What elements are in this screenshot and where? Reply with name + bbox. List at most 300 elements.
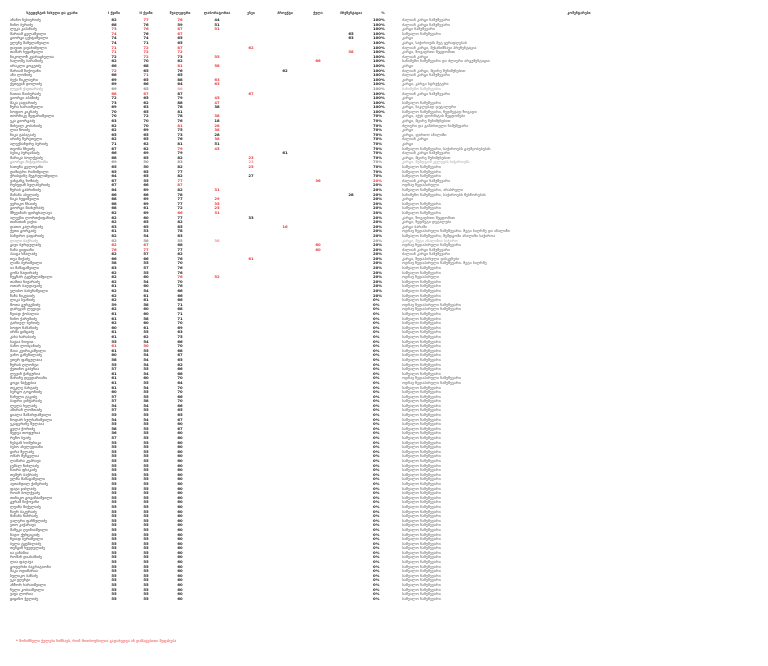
percent-cell[interactable]: 0%: [373, 555, 380, 560]
comment-cell[interactable]: კარგი ბარამი: [402, 224, 428, 229]
percent-cell[interactable]: 20%: [373, 178, 383, 183]
comment-cell[interactable]: საშუალო ნამუშევარი: [402, 440, 441, 445]
comment-cell[interactable]: ძალიან კარგი ნამუშევარი: [402, 178, 450, 183]
essay-score[interactable]: 23: [248, 160, 254, 165]
comment-cell[interactable]: საშუალო ნამუშევარი: [402, 486, 441, 491]
midterm-score[interactable]: 60: [177, 454, 183, 459]
quiz1-score[interactable]: 70: [111, 114, 117, 119]
quiz1-score[interactable]: 71: [111, 142, 117, 147]
midterm-score[interactable]: 81: [177, 123, 183, 128]
comment-cell[interactable]: საშუალო ნამუშევარი: [402, 298, 441, 303]
comment-cell[interactable]: საშუალო ნამუშევარი: [402, 316, 441, 321]
student-name[interactable]: ბესო ახვლედიანი: [10, 445, 43, 450]
midterm-score[interactable]: 76: [177, 275, 183, 280]
percent-cell[interactable]: 0%: [373, 569, 380, 574]
comment-cell[interactable]: საშუალო ნამუშევარი: [402, 206, 441, 211]
midterm-score[interactable]: 60: [177, 523, 183, 528]
student-name[interactable]: ბელა ტყემალაძე: [10, 541, 42, 546]
quiz2-score[interactable]: 54: [143, 279, 149, 284]
student-name[interactable]: რომან დიასამიძე: [10, 555, 42, 560]
midterm-score[interactable]: 82: [177, 155, 183, 160]
student-name[interactable]: ლევან ქავთარაძე: [10, 86, 43, 91]
quiz1-score[interactable]: 55: [111, 440, 117, 445]
student-name[interactable]: ტარიელ ბერიძე: [10, 321, 40, 326]
percent-cell[interactable]: 0%: [373, 592, 380, 597]
project-score[interactable]: 16: [282, 224, 288, 229]
quiz1-score[interactable]: 62: [111, 59, 117, 64]
quiz2-score[interactable]: 55: [143, 367, 149, 372]
quiz1-score[interactable]: 61: [111, 229, 117, 234]
student-name[interactable]: ეთერ ფანცულაია: [10, 357, 43, 362]
comment-cell[interactable]: საშუალო ნამუშევარი: [402, 459, 441, 463]
comment-cell[interactable]: საშუალო ნამუშევარი: [402, 312, 441, 316]
quiz1-score[interactable]: 55: [111, 569, 117, 574]
quiz1-score[interactable]: 62: [111, 307, 117, 312]
midterm-score[interactable]: 67: [177, 353, 183, 358]
quiz2-score[interactable]: 69: [143, 197, 149, 202]
student-name[interactable]: დავით ჯავახიშვილი: [10, 45, 47, 50]
lab-score[interactable]: 28: [214, 123, 220, 128]
percent-cell[interactable]: 70%: [373, 132, 383, 137]
comment-cell[interactable]: საშუალო ნამუშევარი: [402, 403, 441, 408]
essay-score[interactable]: 61: [248, 256, 254, 261]
comment-cell[interactable]: საშუალო ნამუშევარი: [402, 353, 441, 358]
quiz1-score[interactable]: 68: [111, 91, 117, 96]
quiz2-score[interactable]: 55: [143, 436, 149, 441]
quiz2-score[interactable]: 55: [143, 348, 149, 353]
quiz1-score[interactable]: 65: [111, 132, 117, 137]
midterm-score[interactable]: 60: [177, 532, 183, 537]
comment-cell[interactable]: საშუალო ნამუშევარი: [402, 344, 441, 349]
comment-cell[interactable]: საშუალო ნამუშევარი: [402, 289, 441, 294]
comment-cell[interactable]: საშუალო ნამუშევარი: [402, 523, 441, 528]
percent-cell[interactable]: 100%: [373, 100, 385, 105]
quiz2-score[interactable]: 62: [143, 146, 149, 151]
midterm-score[interactable]: 60: [177, 495, 183, 500]
midterm-score[interactable]: 62: [177, 252, 183, 257]
quiz2-score[interactable]: 72: [143, 45, 149, 50]
header-percent[interactable]: %: [381, 11, 385, 15]
comment-cell[interactable]: საშუალო ნამუშევარი: [402, 284, 441, 289]
quiz1-score[interactable]: 62: [111, 298, 117, 303]
percent-cell[interactable]: 20%: [373, 279, 383, 284]
percent-cell[interactable]: 0%: [373, 344, 380, 349]
points-cell[interactable]: 60: [315, 243, 321, 248]
quiz1-score[interactable]: 71: [111, 45, 117, 50]
percent-cell[interactable]: 0%: [373, 316, 380, 321]
comment-cell[interactable]: კარგი ნამუშევარი: [402, 27, 435, 32]
student-name[interactable]: ლევან ჭანტურია: [10, 371, 41, 376]
comment-cell[interactable]: საშუალო ნამუშევარი: [402, 514, 441, 519]
midterm-score[interactable]: 70: [177, 261, 183, 266]
student-name[interactable]: ზურაბ ღლონტი: [10, 362, 39, 367]
header-project[interactable]: პროექტი: [277, 11, 293, 15]
student-name[interactable]: თინათინ ჯიქია: [10, 220, 37, 225]
student-name[interactable]: ანანო ნებიერიძე: [10, 18, 41, 22]
student-name[interactable]: ლამარა კუპრავა: [10, 459, 41, 463]
comment-cell[interactable]: საშუალო ნამუშევარი: [402, 293, 441, 298]
comment-cell[interactable]: საშუალო ნამუშევარი: [402, 362, 441, 367]
comment-cell[interactable]: საშუალო ნამუშევარი: [402, 449, 441, 454]
quiz2-score[interactable]: 76: [143, 27, 149, 32]
quiz2-score[interactable]: 55: [143, 537, 149, 542]
quiz1-score[interactable]: 60: [111, 325, 117, 330]
quiz1-score[interactable]: 55: [111, 573, 117, 578]
midterm-score[interactable]: 78: [177, 192, 183, 197]
quiz1-score[interactable]: 61: [111, 371, 117, 376]
quiz1-score[interactable]: 76: [111, 247, 117, 252]
comment-cell[interactable]: ძალიან კარგი, მცირე შენიშვნებით: [402, 68, 466, 73]
percent-cell[interactable]: 0%: [373, 587, 380, 592]
student-name[interactable]: თორნიკე მეფარიშვილი: [10, 114, 54, 119]
comment-cell[interactable]: საშუალო ნამუშევარი: [402, 527, 441, 532]
student-name[interactable]: ზვიად ქობალია: [10, 312, 39, 316]
midterm-score[interactable]: 70: [177, 385, 183, 390]
comment-cell[interactable]: კარგი, შემდგომ კვლევას საჭიროებს: [402, 160, 470, 165]
student-name[interactable]: ლუიზა მიქელაძე: [10, 504, 41, 509]
percent-cell[interactable]: 100%: [373, 68, 385, 73]
quiz1-score[interactable]: 55: [111, 422, 117, 427]
comment-cell[interactable]: ძალიან კარგი ნამუშევარი: [402, 91, 450, 96]
comment-cell[interactable]: კარგი, ზოგიერთი შეცდომით: [402, 50, 455, 55]
percent-cell[interactable]: 70%: [373, 142, 383, 147]
table-row[interactable]: [6, 597, 762, 602]
quiz1-score[interactable]: 55: [111, 578, 117, 583]
percent-cell[interactable]: 100%: [373, 18, 385, 22]
student-name[interactable]: ნანა ყიფიანი: [10, 247, 34, 252]
comment-cell[interactable]: საშუალო ნამუშევარი: [402, 463, 441, 468]
comment-cell[interactable]: კარგი, ზედაპირული დასკვნები: [402, 256, 460, 261]
student-name[interactable]: ჯემალ ჩიხლაძე: [10, 463, 39, 468]
quiz2-score[interactable]: 55: [143, 532, 149, 537]
essay-score[interactable]: [236, 87, 266, 92]
midterm-score[interactable]: 71: [177, 316, 183, 321]
midterm-score[interactable]: 60: [177, 587, 183, 592]
lab-score[interactable]: 38: [214, 114, 220, 119]
midterm-score[interactable]: 81: [177, 109, 183, 114]
percent-cell[interactable]: 100%: [373, 59, 385, 64]
quiz2-score[interactable]: 55: [143, 596, 149, 601]
quiz2-score[interactable]: 58: [143, 316, 149, 321]
midterm-score[interactable]: 60: [177, 560, 183, 565]
midterm-score[interactable]: 76: [177, 284, 183, 289]
midterm-score[interactable]: 86: [177, 86, 183, 91]
quiz1-score[interactable]: 57: [111, 394, 117, 399]
quiz1-score[interactable]: 61: [111, 380, 117, 385]
student-name[interactable]: ია ჯანაშია: [10, 550, 29, 555]
student-name[interactable]: ნათია მაისურაძე: [10, 91, 41, 96]
percent-cell[interactable]: 0%: [373, 472, 380, 477]
percent-cell[interactable]: 20%: [373, 243, 383, 248]
quiz1-score[interactable]: 62: [111, 289, 117, 294]
comment-cell[interactable]: საშუალო ნამუშევარი: [402, 596, 441, 601]
percent-cell[interactable]: 100%: [373, 36, 385, 41]
student-name[interactable]: ნიკა ხუციშვილი: [10, 197, 40, 202]
comment-cell[interactable]: საშუალო ნამუშევარი: [402, 550, 441, 555]
lab-score[interactable]: 18: [214, 119, 220, 124]
student-name[interactable]: ნელი კობიაშვილი: [10, 587, 44, 592]
student-name[interactable]: მარიამ გელაშვილი: [10, 31, 47, 36]
midterm-score[interactable]: 60: [177, 550, 183, 555]
student-name[interactable]: მარიკა ბოლქვაძე: [10, 155, 43, 160]
percent-cell[interactable]: 20%: [373, 224, 383, 229]
student-name[interactable]: დათო კალანდაძე: [10, 224, 44, 229]
student-name[interactable]: ზვიად ბერიშვილი: [10, 537, 43, 542]
midterm-score[interactable]: 60: [177, 436, 183, 441]
student-name[interactable]: ნაირა ფხაკაძე: [10, 468, 37, 473]
quiz1-score[interactable]: 55: [111, 560, 117, 565]
comment-cell[interactable]: საშუალო ნამუშევარი: [402, 546, 441, 551]
midterm-score[interactable]: 70: [177, 279, 183, 284]
percent-cell[interactable]: 70%: [373, 137, 383, 142]
quiz2-score[interactable]: 50: [143, 160, 149, 165]
student-name[interactable]: ნოდარ სულხანიშვილი: [10, 417, 52, 422]
quiz2-score[interactable]: 54: [143, 371, 149, 376]
quiz2-score[interactable]: 62: [143, 334, 149, 339]
percent-cell[interactable]: 20%: [373, 275, 383, 280]
student-name[interactable]: ავთანდილ ქიმერიძე: [10, 481, 48, 486]
midterm-score[interactable]: 78: [177, 229, 183, 234]
percent-cell[interactable]: 0%: [373, 440, 380, 445]
midterm-score[interactable]: 76: [177, 68, 183, 73]
quiz2-score[interactable]: 55: [143, 468, 149, 473]
midterm-score[interactable]: 60: [177, 569, 183, 574]
comment-cell[interactable]: საშუალო ნამუშევარი: [402, 169, 441, 174]
comment-cell[interactable]: ოდნავ ზედაპირული ნამუშევარი: [402, 380, 461, 385]
quiz1-score[interactable]: 68: [111, 197, 117, 202]
quiz2-score[interactable]: 69: [143, 128, 149, 133]
quiz2-score[interactable]: 55: [143, 454, 149, 459]
percent-cell[interactable]: 100%: [373, 22, 385, 27]
student-name[interactable]: ელზა მამაცაშვილი: [10, 477, 45, 482]
quiz2-score[interactable]: 55: [143, 394, 149, 399]
lab-score[interactable]: 38: [214, 128, 220, 133]
comment-cell[interactable]: ოდნავ ზედაპირული ნამუშევარი: [402, 307, 461, 312]
header-quiz2[interactable]: II ქვიზი: [139, 11, 153, 15]
percent-cell[interactable]: 20%: [373, 284, 383, 289]
percent-cell[interactable]: 0%: [373, 330, 380, 335]
quiz2-score[interactable]: 55: [143, 573, 149, 578]
midterm-score[interactable]: 67: [177, 31, 183, 36]
midterm-score[interactable]: 82: [177, 165, 183, 169]
quiz1-score[interactable]: 72: [111, 68, 117, 73]
quiz2-score[interactable]: 65: [143, 174, 149, 179]
percent-cell[interactable]: 0%: [373, 431, 380, 436]
percent-cell[interactable]: 0%: [373, 390, 380, 395]
quiz1-score[interactable]: 55: [111, 468, 117, 473]
student-name[interactable]: ეკა გიორგაძე: [10, 119, 36, 124]
quiz2-score[interactable]: 54: [143, 362, 149, 367]
quiz1-score[interactable]: 55: [111, 500, 117, 505]
percent-cell[interactable]: 20%: [373, 261, 383, 266]
midterm-score[interactable]: 60: [177, 481, 183, 486]
comment-cell[interactable]: კარგი: [402, 96, 414, 101]
comment-cell[interactable]: საშუალო ნამუშევარი: [402, 210, 441, 215]
quiz1-score[interactable]: 62: [111, 18, 117, 22]
comment-cell[interactable]: საშუალო ნამუშევარი: [402, 504, 441, 509]
lab-score[interactable]: 55: [214, 54, 220, 59]
student-name[interactable]: ნიკა ტაბატაძე: [10, 132, 36, 137]
midterm-score[interactable]: 68: [177, 348, 183, 353]
midterm-score[interactable]: 60: [177, 477, 183, 482]
comment-cell[interactable]: კარგი, აქვს ფორმატის შეცდომები: [402, 114, 466, 119]
student-name[interactable]: მანანა აბულაძე: [10, 192, 39, 197]
midterm-score[interactable]: 77: [177, 169, 183, 174]
midterm-score[interactable]: 77: [177, 178, 183, 183]
points-cell[interactable]: [304, 87, 332, 92]
quiz1-score[interactable]: 55: [111, 491, 117, 496]
percent-cell[interactable]: 20%: [373, 289, 383, 294]
percent-cell[interactable]: 100%: [373, 50, 385, 55]
comment-cell[interactable]: საშუალო ნამუშევარი: [402, 165, 441, 169]
midterm-score[interactable]: 67: [177, 426, 183, 431]
midterm-score[interactable]: 65: [177, 408, 183, 413]
comment-cell[interactable]: საშუალო ნამუშევარი: [402, 481, 441, 486]
project-score[interactable]: [266, 239, 304, 244]
quiz2-score[interactable]: 55: [143, 587, 149, 592]
midterm-score[interactable]: 60: [177, 578, 183, 583]
percent-cell[interactable]: 0%: [373, 560, 380, 565]
table-row[interactable]: [6, 87, 762, 92]
percent-cell[interactable]: 0%: [373, 321, 380, 326]
quiz2-score[interactable]: 54: [143, 233, 149, 238]
percent-cell[interactable]: 0%: [373, 596, 380, 601]
comment-cell[interactable]: საშუალო ნამუშევარი: [402, 279, 441, 284]
quiz2-score[interactable]: 58: [143, 399, 149, 404]
student-name[interactable]: ბექა წიკლაური: [10, 77, 38, 82]
student-name[interactable]: ანა ლომიძე: [10, 73, 32, 78]
midterm-score[interactable]: 82: [177, 187, 183, 192]
quiz1-score[interactable]: 61: [111, 385, 117, 390]
comment-cell[interactable]: საშუალო ნამუშევარი: [402, 454, 441, 459]
presentation-score[interactable]: [332, 239, 370, 244]
comment-cell[interactable]: საშუალო ნამუშევარი: [402, 541, 441, 546]
midterm-score[interactable]: 60: [177, 486, 183, 491]
header-comments[interactable]: კომენტარები: [567, 11, 591, 15]
percent-cell[interactable]: 20%: [373, 192, 383, 197]
comment-cell[interactable]: საშუალო ნამუშევარი: [402, 495, 441, 500]
comment-cell[interactable]: საშუალო ნამუშევარი: [402, 367, 441, 372]
percent-cell[interactable]: 100%: [373, 105, 385, 110]
percent-cell[interactable]: 20%: [373, 238, 383, 243]
quiz2-score[interactable]: 60: [143, 284, 149, 289]
percent-cell[interactable]: 0%: [373, 509, 380, 514]
midterm-score[interactable]: 70: [177, 321, 183, 326]
student-name[interactable]: ლია ფაღავა: [10, 560, 33, 565]
quiz2-score[interactable]: 65: [143, 224, 149, 229]
quiz1-score[interactable]: 66: [111, 63, 117, 68]
quiz1-score[interactable]: 72: [111, 54, 117, 59]
comment-cell[interactable]: საშუალო ნამუშევარი: [402, 491, 441, 496]
percent-cell[interactable]: 0%: [373, 578, 380, 583]
student-name[interactable]: გურამ ჩიქოვანი: [10, 500, 40, 505]
table-row[interactable]: [6, 239, 762, 244]
presentation-score[interactable]: 63: [348, 36, 354, 41]
student-name[interactable]: ხათუნა გელოვანი: [10, 165, 44, 169]
quiz2-score[interactable]: 60: [143, 215, 149, 220]
midterm-score[interactable]: 70: [177, 376, 183, 381]
lab-score[interactable]: 63: [214, 82, 220, 87]
midterm-score[interactable]: 87: [177, 91, 183, 96]
quiz1-score[interactable]: 62: [111, 238, 117, 243]
quiz2-score[interactable]: 60: [143, 275, 149, 280]
midterm-score[interactable]: 87: [177, 45, 183, 50]
comment-cell[interactable]: კარგი: [402, 63, 414, 68]
student-name[interactable]: ბაჩო ლობჯანიძე: [10, 344, 41, 349]
midterm-score[interactable]: 60: [177, 491, 183, 496]
midterm-score[interactable]: 66: [177, 394, 183, 399]
presentation-score[interactable]: [332, 87, 370, 92]
comment-cell[interactable]: საშუალო ნამუშევარი: [402, 385, 441, 390]
quiz1-score[interactable]: 71: [111, 50, 117, 55]
quiz2-score[interactable]: 55: [143, 459, 149, 463]
midterm-score[interactable]: 78: [177, 105, 183, 110]
midterm-score[interactable]: 60: [177, 596, 183, 601]
midterm-score[interactable]: 60: [177, 546, 183, 551]
percent-cell[interactable]: 0%: [373, 367, 380, 372]
quiz1-score[interactable]: 55: [111, 596, 117, 601]
comment-cell[interactable]: კარგი: [402, 142, 414, 147]
percent-cell[interactable]: 70%: [373, 128, 383, 133]
student-name[interactable]: ეკატერინე წულაია: [10, 422, 45, 427]
comment-cell[interactable]: საშუალო ნამუშევარი: [402, 408, 441, 413]
midterm-score[interactable]: 76: [177, 256, 183, 261]
student-name[interactable]: გივი ბურდულაძე: [10, 243, 42, 248]
midterm-score[interactable]: 60: [177, 472, 183, 477]
quiz1-score[interactable]: 66: [111, 73, 117, 78]
quiz1-score[interactable]: 55: [111, 463, 117, 468]
comment-cell[interactable]: საშუალო ნამუშევარი: [402, 436, 441, 441]
student-name[interactable]: მამუკა ღვინიაშვილი: [10, 527, 48, 532]
percent-cell[interactable]: 100%: [373, 27, 385, 32]
percent-cell[interactable]: 0%: [373, 339, 380, 344]
header-essay[interactable]: ესეი: [247, 11, 255, 15]
percent-cell[interactable]: 0%: [373, 541, 380, 546]
lab-score[interactable]: [198, 87, 236, 92]
student-name[interactable]: ბადრი ჯინჭარაძე: [10, 399, 42, 404]
quiz1-score[interactable]: 61: [111, 316, 117, 321]
quiz1-score[interactable]: 62: [111, 128, 117, 133]
midterm-score[interactable]: 64: [177, 380, 183, 385]
student-name[interactable]: გიორგი მაისურაძე: [10, 206, 45, 211]
comment-cell[interactable]: კარგი, ფართო ანალიზი: [402, 132, 447, 137]
comment-cell[interactable]: საშუალო ნამუშევარი: [402, 431, 441, 436]
midterm-score[interactable]: 77: [177, 201, 183, 206]
percent-cell[interactable]: 0%: [373, 537, 380, 542]
quiz1-score[interactable]: 55: [111, 449, 117, 454]
percent-cell[interactable]: 100%: [373, 96, 385, 101]
midterm-score[interactable]: 60: [177, 537, 183, 542]
lab-score[interactable]: 45: [214, 96, 220, 101]
midterm-score[interactable]: 65: [177, 357, 183, 362]
student-name[interactable]: ნიკოლოზ კვარაცხელია: [10, 54, 54, 59]
comment-cell[interactable]: კარგი, საჭიროებს მეტ ყურადღებას: [402, 40, 467, 45]
header-name[interactable]: სტუდენტის სახელი და გვარი: [26, 11, 78, 15]
percent-cell[interactable]: 0%: [373, 408, 380, 413]
percent-cell[interactable]: 70%: [373, 119, 383, 124]
student-name[interactable]: ფატი ჯიბლაძე: [10, 486, 37, 491]
student-name[interactable]: კახა ხარაბაძე: [10, 334, 36, 339]
percent-cell[interactable]: 20%: [373, 247, 383, 252]
midterm-score[interactable]: 71: [177, 312, 183, 316]
quiz1-score[interactable]: 55: [111, 339, 117, 344]
quiz2-score[interactable]: 69: [143, 210, 149, 215]
comment-cell[interactable]: ოდნავ ზედაპირული ნამუშევარი: [402, 376, 461, 381]
quiz1-score[interactable]: 55: [111, 550, 117, 555]
quiz2-score[interactable]: 55: [143, 509, 149, 514]
percent-cell[interactable]: 0%: [373, 514, 380, 519]
student-name[interactable]: ციცინო ჭელიძე: [10, 596, 39, 601]
